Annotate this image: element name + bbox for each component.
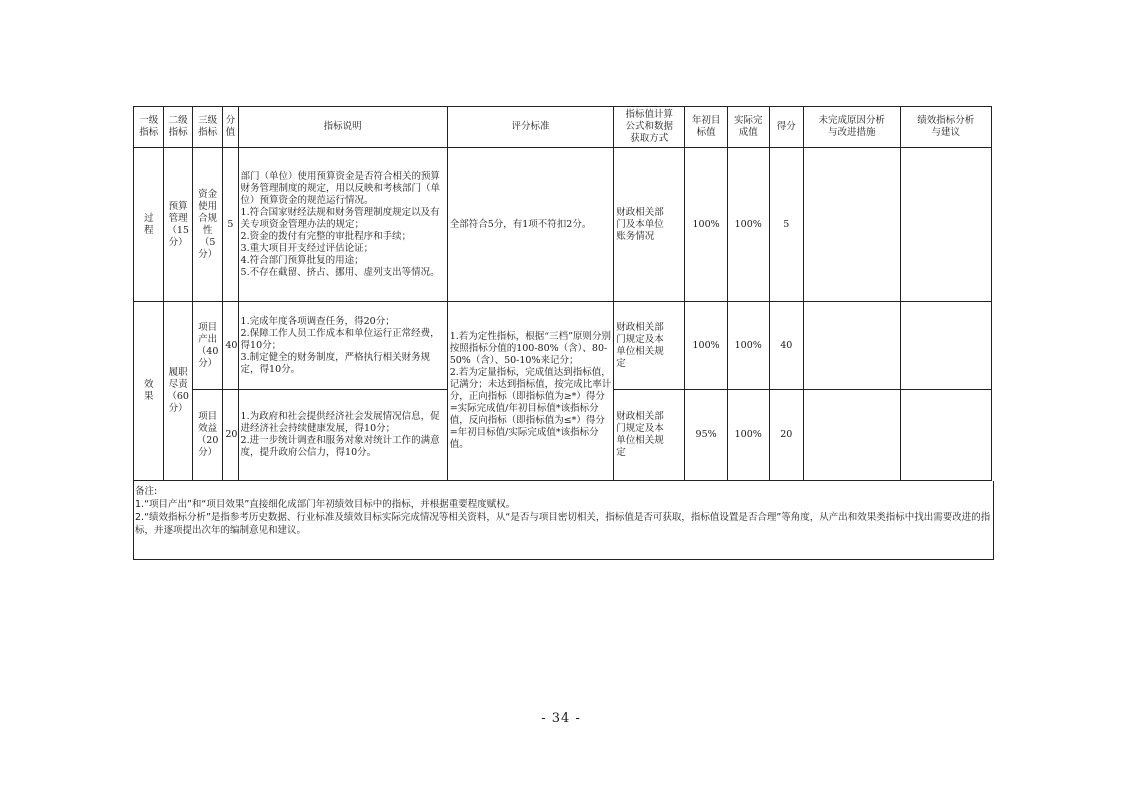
cell-output-got: 40 (769, 302, 804, 390)
cell-process-criteria: 全部符合5分，有1项不符扣2分。 (447, 148, 614, 302)
header-level1: 一级 指标 (134, 107, 164, 148)
header-desc: 指标说明 (238, 107, 447, 148)
cell-process-got: 5 (769, 148, 804, 302)
header-target: 年初目 标值 (685, 107, 728, 148)
cell-benefit-score: 20 (223, 390, 238, 481)
cell-benefit-got: 20 (769, 390, 804, 481)
header-advice: 绩效指标分析 与建议 (900, 107, 991, 148)
notes-title: 备注: (135, 486, 158, 497)
cell-benefit-target: 95% (685, 390, 728, 481)
cell-benefit-method: 财政相关部 门规定及本 单位相关规 定 (614, 390, 685, 481)
table-row-output (134, 302, 992, 390)
cell-process-reason (804, 148, 900, 302)
header-method: 指标值计算 公式和数据 获取方式 (614, 107, 685, 148)
cell-benefit-advice (900, 390, 991, 481)
header-reason: 未完成原因分析 与改进措施 (804, 107, 900, 148)
evaluation-table-container (133, 106, 992, 560)
cell-process-target: 100% (685, 148, 728, 302)
cell-process-level3: 资金 使用 合规 性 （5 分） (192, 148, 222, 302)
cell-effect-level1: 效 果 (134, 302, 164, 481)
cell-output-actual: 100% (727, 302, 769, 390)
table-row-process (134, 148, 992, 302)
cell-effect-criteria: 1.若为定性指标，根据“三档”原则分别按照指标分值的100-80%（含）、80-50%（含）、50-10%来记分； 2.若为定量指标，完成值达到指标值，记满分；未达到指标值，按完成比率计分，正向指标（即指标值为≥*）得分=实际完成值/年初目标值*该指标分值，反向指标（即指标值为≤*）得分=年初目标值/实际完成值*该指标分值。 (447, 302, 614, 481)
performance-evaluation-table (133, 106, 992, 481)
cell-output-score: 40 (223, 302, 238, 390)
cell-output-advice (900, 302, 991, 390)
cell-output-method: 财政相关部 门规定及本 单位相关规 定 (614, 302, 685, 390)
cell-process-desc: 部门（单位）使用预算资金是否符合相关的预算财务管理制度的规定，用以反映和考核部门（单位）预算资金的规范运行情况。 1.符合国家财经法规和财务管理制度规定以及有关专项资金管理办法的规定； 2.资金的拨付有完整的审批程序和手续； 3.重大项目开支经过评估论证； 4.符合部门预算批复的用途； 5.不存在截留、挤占、挪用、虚列支出等情况。 (238, 148, 447, 302)
cell-process-actual: 100% (727, 148, 769, 302)
header-level3: 三级 指标 (192, 107, 222, 148)
cell-process-score: 5 (223, 148, 238, 302)
cell-benefit-desc: 1.为政府和社会提供经济社会发展情况信息，促进经济社会持续健康发展，得10分； 2.进一步统计调查和服务对象对统计工作的满意度，提升政府公信力，得10分。 (238, 390, 447, 481)
header-level2: 二级 指标 (164, 107, 192, 148)
cell-output-target: 100% (685, 302, 728, 390)
header-criteria: 评分标准 (447, 107, 614, 148)
cell-benefit-reason (804, 390, 900, 481)
cell-output-desc: 1.完成年度各项调查任务，得20分； 2.保障工作人员工作成本和单位运行正常经费，得10分； 3.制定健全的财务制度，严格执行相关财务规定，得10分。 (238, 302, 447, 390)
notes-box (133, 481, 994, 560)
header-actual: 实际完 成值 (727, 107, 769, 148)
cell-benefit-level3: 项目 效益 （20 分） (192, 390, 222, 481)
cell-output-level3: 项目 产出 （40 分） (192, 302, 222, 390)
cell-effect-level2: 履职 尽责 （60 分） (164, 302, 192, 481)
header-score: 分 值 (223, 107, 238, 148)
notes-line-1: 1.“项目产出”和“项目效果”直接细化成部门年初绩效目标中的指标，并根据重要程度赋权。 (135, 499, 516, 510)
header-row (134, 107, 992, 148)
cell-process-method: 财政相关部 门及本单位 账务情况 (614, 148, 685, 302)
cell-process-level2: 预算 管理 （15 分） (164, 148, 192, 302)
notes-line-2: 2.“绩效指标分析”是指参考历史数据、行业标准及绩效目标实际完成情况等相关资料，从“是否与项目密切相关，指标值是否可获取，指标值设置是否合理”等角度，从产出和效果类指标中找出需要改进的指标，并逐项提出次年的编制意见和建议。 (135, 512, 991, 536)
cell-process-level1: 过 程 (134, 148, 164, 302)
header-got: 得分 (769, 107, 804, 148)
cell-output-reason (804, 302, 900, 390)
page-number: - 34 - (541, 711, 581, 726)
cell-benefit-actual: 100% (727, 390, 769, 481)
cell-process-advice (900, 148, 991, 302)
